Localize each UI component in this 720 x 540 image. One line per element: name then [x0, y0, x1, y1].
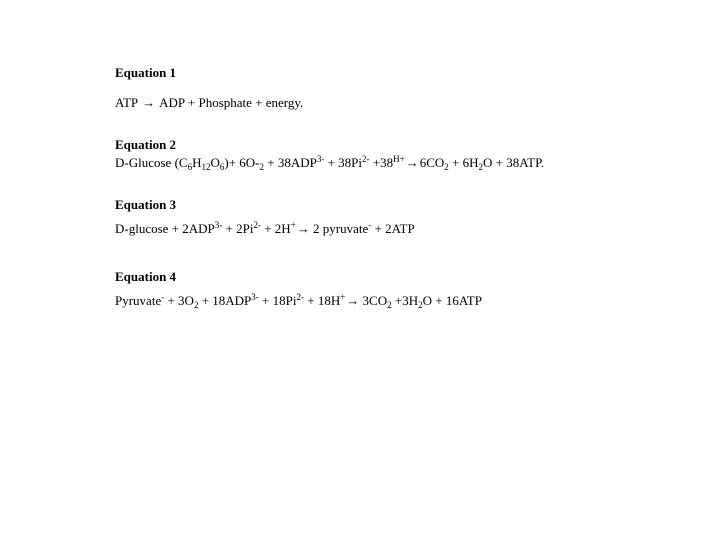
equation-4-superscript: +	[340, 292, 346, 302]
equation-2-subscript: 2	[444, 162, 449, 172]
equation-3-superscript: -	[368, 220, 372, 230]
equation-4-text	[115, 293, 482, 309]
equation-4-part: + 18Pi	[258, 293, 297, 308]
equation-3-part: + 2Pi	[222, 221, 254, 236]
equation-4-part: O + 16ATP	[422, 293, 482, 308]
equation-2-part: + 6H	[448, 155, 479, 170]
equation-4-superscript: 3-	[251, 292, 259, 302]
equation-3-part: D-glucose + 2ADP	[115, 221, 215, 236]
equation-2-subscript: 6	[219, 162, 225, 172]
equation-2-subscript: 2	[259, 162, 264, 172]
equation-3-text	[115, 221, 415, 237]
reaction-arrow-icon: →	[405, 155, 419, 170]
equation-4-subscript: 2	[193, 300, 199, 310]
equation-3-part: + 2H	[260, 221, 291, 236]
equation-1-text	[115, 95, 303, 111]
equation-2-part: )+ 6O-	[224, 155, 260, 170]
equation-4-part: + 18ADP	[198, 293, 252, 308]
equation-4-part: + 3O	[164, 293, 194, 308]
equation-3-superscript: 2-	[253, 220, 261, 230]
equation-2-part: O	[210, 155, 220, 170]
equation-2-part: D-Glucose (C	[115, 155, 188, 170]
equation-3-part: + 2ATP	[371, 221, 415, 236]
equation-4-subscript: 2	[418, 300, 423, 310]
equation-2-title: Equation 2	[115, 137, 177, 152]
reaction-arrow-icon: →	[142, 95, 156, 110]
equation-2-part: O + 38ATP.	[483, 155, 545, 170]
equation-1-title: Equation 1	[115, 65, 177, 80]
equation-3-superscript: 3-	[214, 220, 223, 230]
equation-2-superscript: 2-	[362, 154, 370, 164]
equation-4-superscript: 2-	[296, 292, 304, 302]
equation-2-subscript: 6	[187, 162, 193, 172]
equation-2-part: +38	[369, 155, 394, 170]
equation-4-part: Pyruvate	[115, 293, 162, 308]
reaction-arrow-icon: →	[296, 221, 310, 236]
equation-2-part: + 38Pi	[324, 155, 363, 170]
equation-3-part: 2 pyruvate	[309, 221, 369, 236]
equation-1-products: ADP + Phosphate + energy.	[159, 95, 304, 110]
equation-4-part: + 18H	[303, 293, 341, 308]
equation-4-part: +3H	[391, 293, 419, 308]
equation-4-title: Equation 4	[115, 269, 177, 284]
equation-4-subscript: 2	[387, 300, 392, 310]
equation-2-superscript: H+	[393, 154, 405, 164]
equation-2-part: + 38ADP	[264, 155, 317, 170]
equation-1-reactant: ATP	[115, 95, 139, 110]
equation-2-part: 6CO	[419, 155, 445, 170]
reaction-arrow-icon: →	[346, 293, 360, 308]
equation-2-subscript: 2	[478, 162, 483, 172]
equation-4-part: 3CO	[359, 293, 388, 308]
equation-3-title: Equation 3	[115, 197, 177, 212]
equation-2-text	[115, 155, 544, 171]
equation-4-superscript: -	[161, 292, 165, 302]
equation-2-part: H	[192, 155, 202, 170]
equation-2-subscript: 12	[201, 162, 211, 172]
equation-3-superscript: +	[290, 220, 296, 230]
equation-2-superscript: 3-	[316, 154, 325, 164]
